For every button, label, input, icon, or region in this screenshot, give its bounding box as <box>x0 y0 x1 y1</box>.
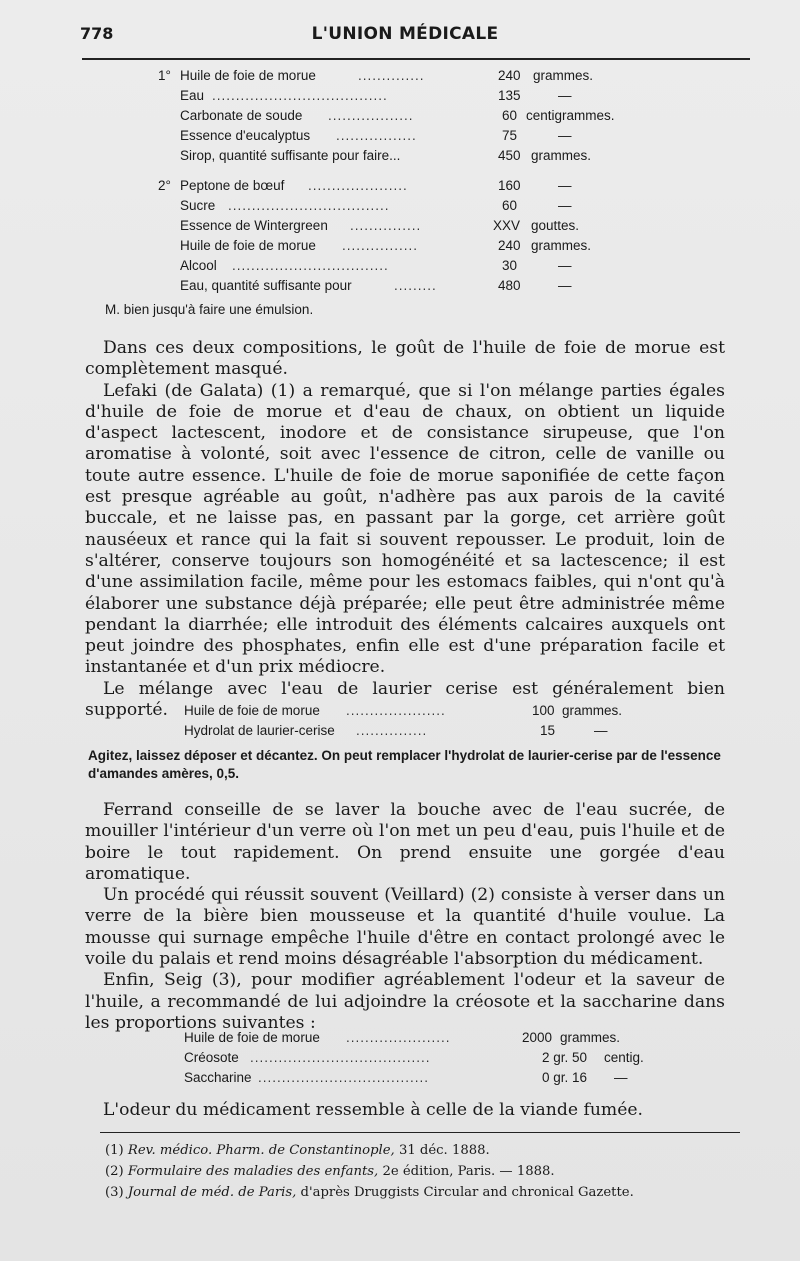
footnote: (1) Rev. médico. Pharm. de Constantinople, 31 déc. 1888. <box>105 1143 490 1158</box>
recipe-3: Huile de foie de morue ..................... 100 grammes. Hydrolat de laurier-cerise ............... 15 — <box>184 703 623 738</box>
header-rule <box>82 58 750 60</box>
body-text-1 <box>85 338 725 721</box>
footnote: (3) Journal de méd. de Paris, d'après Druggists Circular and chronical Gazette. <box>105 1185 634 1200</box>
footnote: (2) Formulaire des maladies des enfants, 2e édition, Paris. — 1888. <box>105 1164 555 1179</box>
recipe-4: Huile de foie de morue ...................... 2000 grammes. Créosote ...................................... 2 gr. 50 centig. Saccharine .................................... 0 gr. 16 — <box>184 1030 644 1085</box>
paragraph: Ferrand conseille de se laver la bouche avec de l'eau sucrée, de mouiller l'intérieur d'un verre où l'on met un peu d'eau, puis l'huile et de boire le tout rapidement. On prend ensuite une gorgée d'eau aromatique. <box>85 800 725 884</box>
paragraph: Un procédé qui réussit souvent (Veillard) (2) consiste à verser dans un verre de la bière bien mousseuse et la quantité d'huile voulue. La mousse qui surnage empêche l'huile d'être en contact prolongé avec le voile du palais et rend moins désagréable l'absorption du médicament. <box>85 885 725 970</box>
footnote-rule <box>100 1132 740 1133</box>
body-text-3 <box>85 1100 725 1121</box>
recipe-note: Agitez, laissez déposer et décantez. On peut remplacer l'hydrolat de laurier-cerise par de l'essence d'amandes amères, 0,5. <box>88 748 721 781</box>
paragraph: Lefaki (de Galata) (1) a remarqué, que si l'on mélange parties égales d'huile de foie de morue et d'eau de chaux, on obtient un liquide d'aspect lactescent, inodore et de consistance sirupeuse, que l'on aromatise à volonté, soit avec l'essence de citron, celle de vanille ou toute autre essence. L'huile de foie de morue saponifiée de cette façon est presque agréable au goût, n'adhère pas aux parois de la cavité buccale, et ne laisse pas, en passant par la gorge, cet arrière goût nauséeux et rance qui la fait si souvent repousser. Le produit, loin de s'altérer, conserve toujours son homogénéité et sa lactescence; il est d'une assimilation facile, même pour les estomacs faibles, qui n'ont qu'à élaborer une substance déjà préparée; elle peut être administrée même pendant la diarrhée; elle introduit des éléments calcaires auxquels ont peut joindre des phosphates, enfin elle est d'une préparation facile et instantanée et d'un prix médiocre. <box>85 380 725 678</box>
page-number: 778 <box>80 24 114 43</box>
page-header <box>70 20 740 50</box>
recipe-2: 2° Peptone de bœuf ..................... 160 — Sucre .................................. 60 — Essence de Wintergreen ............... XXV gouttes. Huile de foie de morue ................ 240 grammes. Alcool ................................. 30 — Eau, quantité suffisante pour ......... 480 — <box>158 178 592 293</box>
journal-title: L'UNION MÉDICALE <box>311 24 499 44</box>
footnotes <box>105 1140 725 1203</box>
paragraph: Enfin, Seig (3), pour modifier agréablement l'odeur et la saveur de l'huile, a recommandé de lui adjoindre la créosote et la saccharine dans les proportions suivantes : <box>85 970 725 1033</box>
recipe-note: M. bien jusqu'à faire une émulsion. <box>105 302 314 317</box>
paragraph: Le mélange avec l'eau de laurier cerise est généralement bien supporté. <box>85 678 725 721</box>
paragraph: Dans ces deux compositions, le goût de l'huile de foie de morue est complètement masqué. <box>85 338 725 380</box>
body-text-2 <box>85 800 725 1034</box>
recipe-1: 1° Huile de foie de morue .............. 240 grammes. Eau ..................................... 135 — Carbonate de soude .................. 60 centigrammes. Essence d'eucalyptus ................. 75 — Sirop, quantité suffisante pour faire... 450 grammes. <box>158 68 615 163</box>
paragraph: L'odeur du médicament ressemble à celle de la viande fumée. <box>103 1100 644 1120</box>
